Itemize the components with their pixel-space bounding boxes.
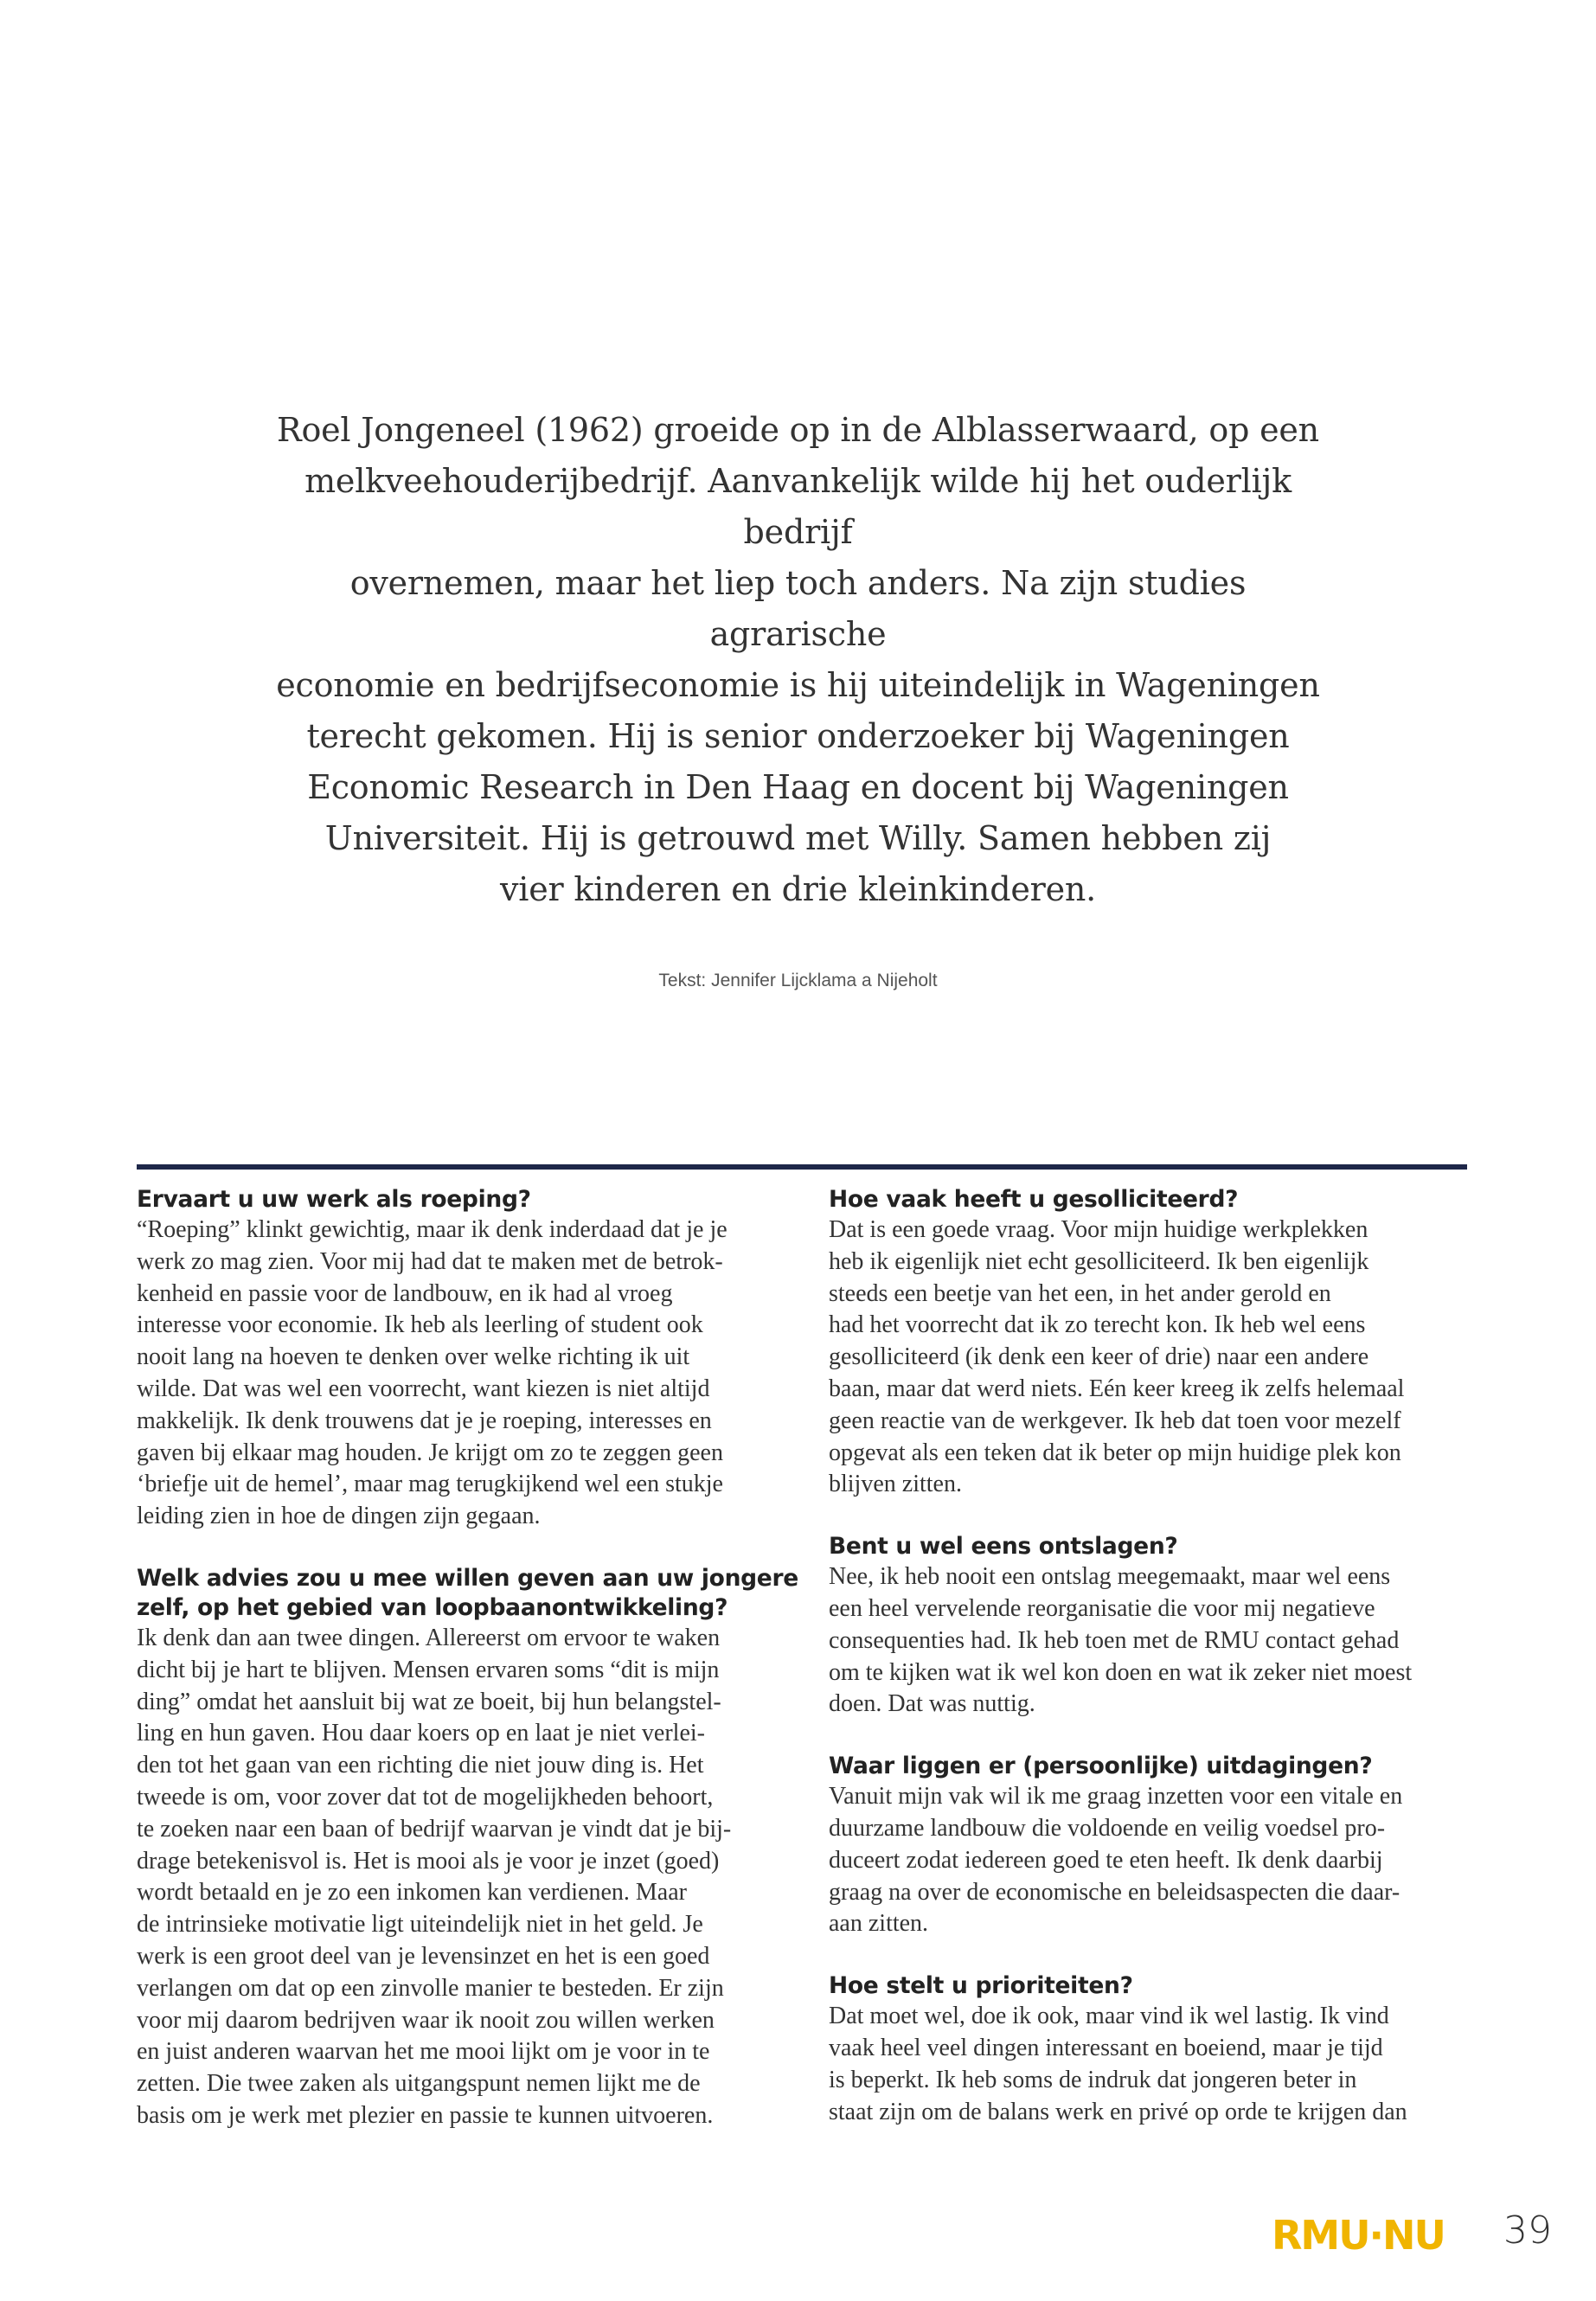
intro-line: overnemen, maar het liep toch anders. Na zijn studies agrarische (349, 564, 1247, 653)
answer-text (829, 1781, 1490, 1940)
answer-text (829, 1215, 1490, 1501)
answer-line: Nee, ik heb nooit een ontslag meegemaakt, maar wel eens (829, 1563, 1391, 1591)
answer-line: had het voorrecht dat ik zo terecht kon. Ik heb wel eens (829, 1311, 1366, 1339)
section-divider (137, 1164, 1467, 1170)
answer-text (829, 1561, 1490, 1721)
left-column (137, 1185, 798, 2132)
answer-line: verlangen om dat op een zinvolle manier te besteden. Er zijn (137, 1974, 724, 2002)
answer-line: consequenties had. Ik heb toen met de RMU contact gehad (829, 1626, 1400, 1654)
answer-line: zetten. Die twee zaken als uitgangspunt nemen lijkt me de (137, 2070, 701, 2098)
qa-section (829, 1185, 1490, 1501)
answer-line: ding” omdat het aansluit bij wat ze boeit, bij hun belangstel- (137, 1688, 721, 1715)
answer-line: interesse voor economie. Ik heb als leerling of student ook (137, 1311, 703, 1339)
intro-paragraph (260, 405, 1336, 915)
intro-line: Universiteit. Hij is getrouwd met Willy. Samen hebben zij (324, 819, 1272, 857)
answer-line: blijven zitten. (829, 1471, 962, 1498)
intro-line: Economic Research in Den Haag en docent bij Wageningen (307, 768, 1289, 806)
answer-line: “Roeping” klinkt gewichtig, maar ik denk inderdaad dat je je (137, 1216, 727, 1243)
answer-line: een heel vervelende reorganisatie die voor mij negatieve (829, 1594, 1375, 1622)
section-gap (829, 1501, 1490, 1532)
answer-line: geen reactie van de werkgever. Ik heb dat toen voor mezelf (829, 1407, 1401, 1434)
answer-line: en juist anderen waarvan het me mooi lijkt om je voor in te (137, 2038, 710, 2066)
intro-line: vier kinderen en drie kleinkinderen. (499, 870, 1097, 908)
answer-line: duurzame landbouw die voldoende en veilig voedsel pro- (829, 1814, 1386, 1842)
answer-line: graag na over de economische en beleidsaspecten die daar- (829, 1878, 1401, 1906)
answer-line: werk is een groot deel van je levensinzet en het is een goed (137, 1942, 710, 1970)
answer-line: Dat moet wel, doe ik ook, maar vind ik wel lastig. Ik vind (829, 2003, 1389, 2030)
question-line: Hoe vaak heeft u gesolliciteerd? (829, 1186, 1239, 1213)
question-line: zelf, op het gebied van loopbaanontwikkeling? (137, 1593, 728, 1621)
rmu-nu-logo (1272, 2211, 1445, 2256)
answer-line: den tot het gaan van een richting die niet jouw ding is. Het (137, 1752, 704, 1779)
answer-text (137, 1215, 798, 1533)
question-heading (829, 1185, 1490, 1215)
answer-line: Dat is een goede vraag. Voor mijn huidige werkplekken (829, 1216, 1368, 1243)
right-column (829, 1185, 1490, 2128)
answer-line: te zoeken naar een baan of bedrijf waarvan je vindt dat je bij- (137, 1815, 732, 1843)
question-line: Ervaart u uw werk als roeping? (137, 1186, 531, 1213)
logo-text: RMU·NU (1272, 2212, 1445, 2256)
author-credit: Tekst: Jennifer Lijcklama a Nijeholt (658, 971, 938, 990)
page-number: 39 (1503, 2208, 1552, 2253)
answer-line: doen. Dat was nuttig. (829, 1690, 1035, 1718)
answer-line: basis om je werk met plezier en passie te kunnen uitvoeren. (137, 2101, 714, 2129)
answer-line: wordt betaald en je zo een inkomen kan verdienen. Maar (137, 1879, 687, 1907)
answer-line: Vanuit mijn vak wil ik me graag inzetten voor een vitale en (829, 1783, 1403, 1811)
answer-line: aan zitten. (829, 1910, 929, 1938)
answer-line: tweede is om, voor zover dat tot de mogelijkheden behoort, (137, 1783, 714, 1811)
question-heading (137, 1185, 798, 1215)
answer-line: gesolliciteerd (ik denk een keer of drie) naar een andere (829, 1343, 1369, 1371)
section-gap (829, 1940, 1490, 1971)
question-heading (829, 1971, 1490, 2001)
section-gap (137, 1533, 798, 1564)
qa-section (829, 1532, 1490, 1721)
question-heading (829, 1752, 1490, 1781)
answer-line: baan, maar dat werd niets. Eén keer kreeg ik zelfs helemaal (829, 1375, 1405, 1402)
question-line: Waar liggen er (persoonlijke) uitdagingen? (829, 1753, 1373, 1780)
answer-line: om te kijken wat ik wel kon doen en wat ik zeker niet moest (829, 1658, 1413, 1686)
answer-line: nooit lang na hoeven te denken over welke richting ik uit (137, 1343, 690, 1371)
intro-line: economie en bedrijfseconomie is hij uiteindelijk in Wageningen (276, 666, 1320, 704)
intro-line: terecht gekomen. Hij is senior onderzoeker bij Wageningen (306, 717, 1290, 755)
answer-line: drage betekenisvol is. Het is mooi als je voor je inzet (goed) (137, 1847, 720, 1875)
question-heading (829, 1532, 1490, 1561)
answer-line: duceert zodat iedereen goed te eten heeft. Ik denk daarbij (829, 1846, 1383, 1874)
answer-line: leiding zien in hoe de dingen zijn gegaan. (137, 1503, 541, 1530)
qa-section (137, 1564, 798, 2132)
answer-line: staat zijn om de balans werk en privé op orde te krijgen dan (829, 2098, 1407, 2125)
answer-line: wilde. Dat was wel een voorrecht, want kiezen is niet altijd (137, 1375, 710, 1402)
question-heading (137, 1564, 798, 1623)
answer-text (137, 1623, 798, 2132)
answer-line: kenheid en passie voor de landbouw, en ik had al vroeg (137, 1279, 673, 1307)
answer-line: is beperkt. Ik heb soms de indruk dat jongeren beter in (829, 2066, 1357, 2093)
question-line: Hoe stelt u prioriteiten? (829, 1972, 1133, 2000)
answer-line: makkelijk. Ik denk trouwens dat je je roeping, interesses en (137, 1407, 712, 1434)
question-line: Bent u wel eens ontslagen? (829, 1533, 1178, 1561)
answer-line: ling en hun gaven. Hou daar koers op en laat je niet verlei- (137, 1720, 705, 1747)
answer-line: ‘briefje uit de hemel’, maar mag terugkijkend wel een stukje (137, 1471, 723, 1498)
qa-section (829, 1752, 1490, 1940)
answer-line: voor mij daarom bedrijven waar ik nooit zou willen werken (137, 2006, 715, 2034)
qa-section (829, 1971, 1490, 2128)
answer-line: heb ik eigenlijk niet echt gesolliciteerd. Ik ben eigenlijk (829, 1247, 1369, 1275)
intro-line: melkveehouderijbedrijf. Aanvankelijk wilde hij het ouderlijk bedrijf (304, 462, 1292, 551)
answer-line: vaak heel veel dingen interessant en boeiend, maar je tijd (829, 2034, 1383, 2061)
answer-line: de intrinsieke motivatie ligt uiteindelijk niet in het geld. Je (137, 1911, 703, 1939)
answer-line: werk zo mag zien. Voor mij had dat te maken met de betrok- (137, 1247, 723, 1275)
intro-line: Roel Jongeneel (1962) groeide op in de Alblasserwaard, op een (277, 411, 1319, 449)
answer-line: dicht bij je hart te blijven. Mensen ervaren soms “dit is mijn (137, 1656, 720, 1683)
question-line: Welk advies zou u mee willen geven aan uw jongere (137, 1564, 798, 1592)
answer-line: opgevat als een teken dat ik beter op mijn huidige plek kon (829, 1439, 1401, 1466)
answer-line: steeds een beetje van het een, in het ander gerold en (829, 1279, 1331, 1307)
section-gap (829, 1721, 1490, 1752)
answer-line: gaven bij elkaar mag houden. Je krijgt om zo te zeggen geen (137, 1439, 723, 1466)
answer-line: Ik denk dan aan twee dingen. Allereerst om ervoor te waken (137, 1624, 721, 1651)
qa-section (137, 1185, 798, 1533)
answer-text (829, 2001, 1490, 2128)
